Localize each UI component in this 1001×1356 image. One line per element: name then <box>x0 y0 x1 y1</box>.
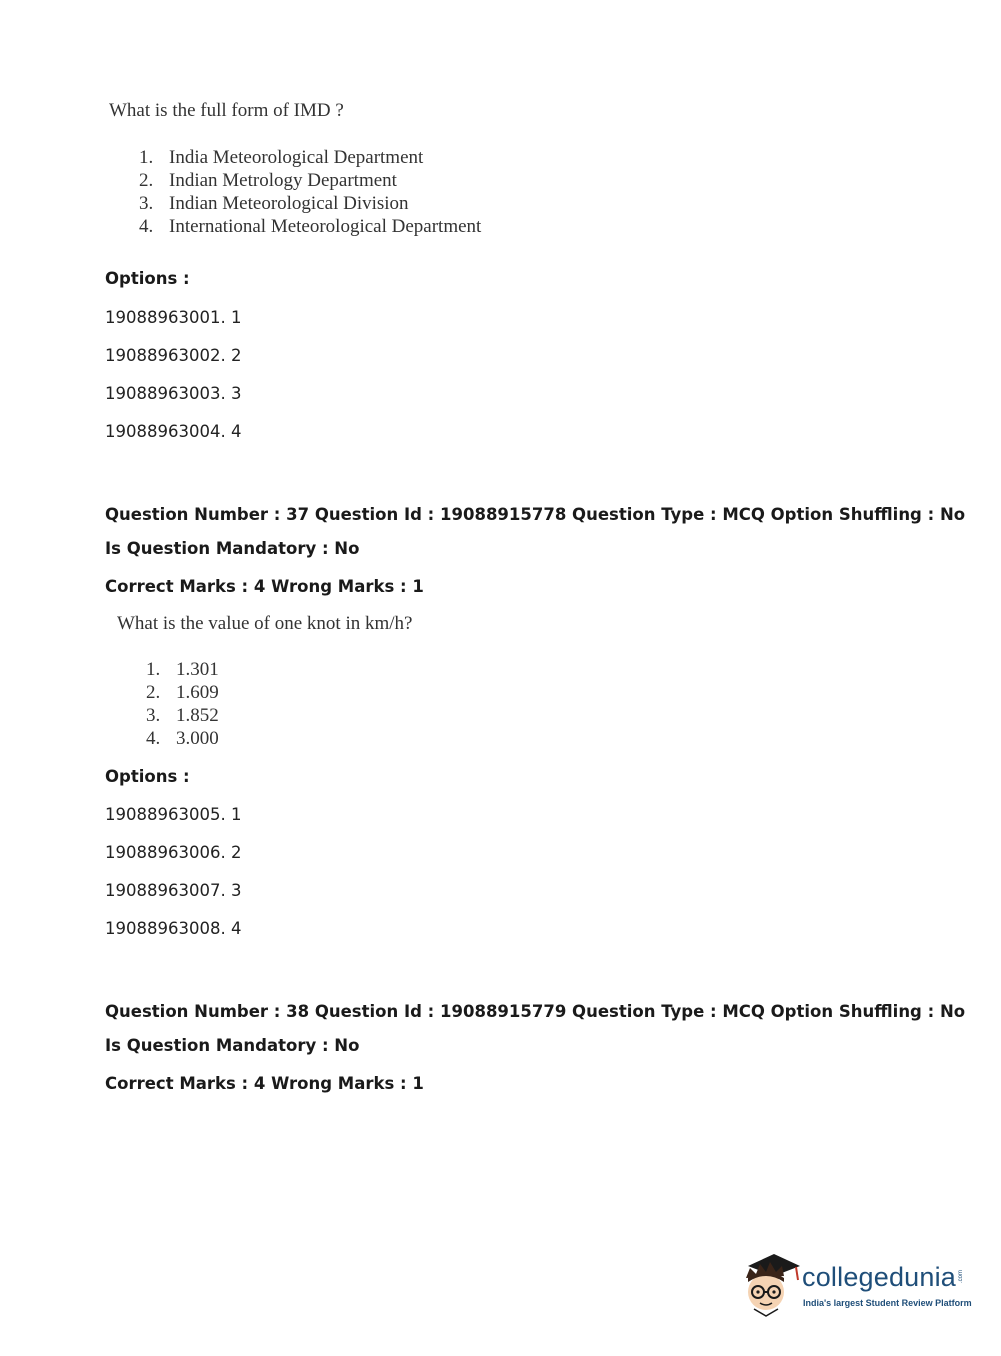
choice-item: 2. Indian Metrology Department <box>139 170 397 191</box>
choice-list <box>146 658 219 750</box>
option-item: 19088963008. 4 <box>105 919 242 938</box>
choice-list <box>139 146 481 238</box>
choice-item: 1. 1.301 <box>146 659 219 680</box>
marks-label: Correct Marks : 4 Wrong Marks : 1 <box>105 577 424 596</box>
options-label: Options : <box>105 269 190 288</box>
mandatory-label: Is Question Mandatory : No <box>105 1036 360 1055</box>
option-item: 19088963002. 2 <box>105 346 242 365</box>
choice-item: 1. India Meteorological Department <box>139 147 424 168</box>
choice-item: 3. 1.852 <box>146 705 219 726</box>
mascot-logo-icon <box>740 1248 802 1318</box>
choice-item: 4. International Meteorological Department <box>139 216 482 237</box>
option-item: 19088963004. 4 <box>105 422 242 441</box>
option-item: 19088963005. 1 <box>105 805 242 824</box>
marks-label: Correct Marks : 4 Wrong Marks : 1 <box>105 1074 424 1093</box>
question-header: Question Number : 37 Question Id : 19088915778 Question Type : MCQ Option Shuffling : No <box>105 505 966 524</box>
question-text: What is the value of one knot in km/h? <box>117 613 413 634</box>
choice-item: 4. 3.000 <box>146 728 219 749</box>
question-header: Question Number : 38 Question Id : 19088915779 Question Type : MCQ Option Shuffling : No <box>105 1002 966 1021</box>
question-text: What is the full form of IMD ? <box>109 100 344 121</box>
brand-suffix: .com <box>958 1270 964 1284</box>
option-item: 19088963003. 3 <box>105 384 242 403</box>
brand-name: collegedunia <box>802 1262 957 1292</box>
option-item: 19088963006. 2 <box>105 843 242 862</box>
choice-item: 3. Indian Meteorological Division <box>139 193 409 214</box>
options-label: Options : <box>105 767 190 786</box>
choice-item: 2. 1.609 <box>146 682 219 703</box>
mandatory-label: Is Question Mandatory : No <box>105 539 360 558</box>
brand-tagline: India's largest Student Review Platform <box>803 1298 972 1308</box>
option-item: 19088963007. 3 <box>105 881 242 900</box>
option-item: 19088963001. 1 <box>105 308 242 327</box>
